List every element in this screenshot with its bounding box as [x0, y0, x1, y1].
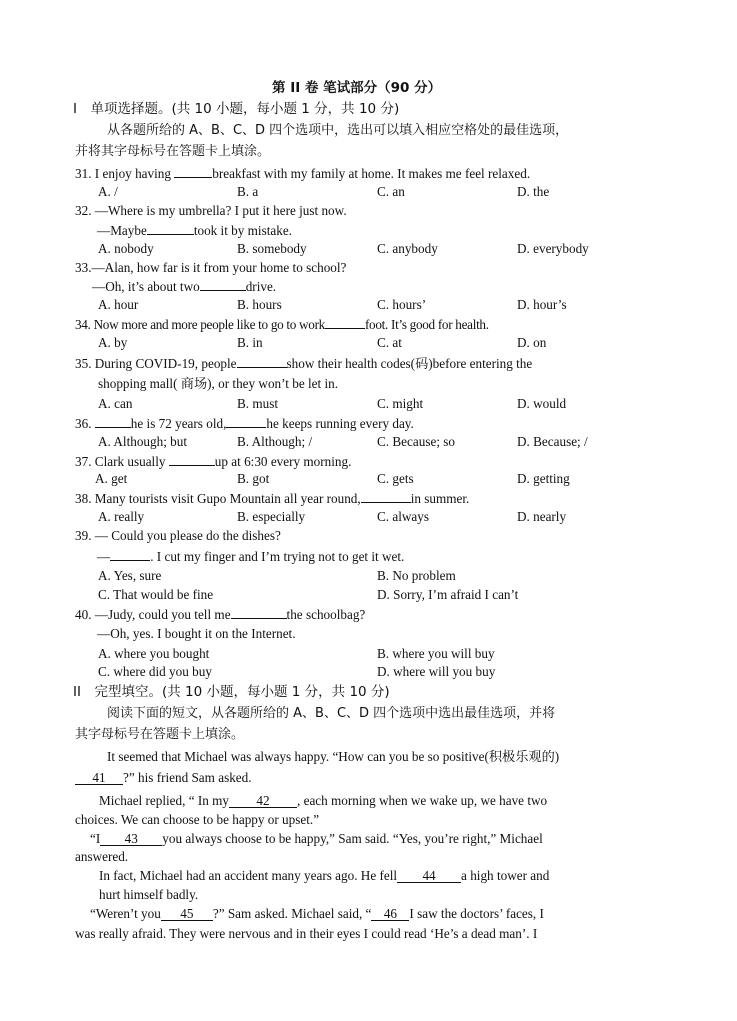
question-32: 32. —Where is my umbrella? I put it here just now. — [75, 203, 347, 218]
option-c: C. an — [377, 184, 405, 199]
passage-line: It seemed that Michael was always happy. “How can you be so positive(积极乐观的) — [107, 749, 560, 764]
blank-42: 42 — [229, 795, 297, 808]
option-b: B. in — [237, 335, 263, 350]
option-a: A. nobody — [98, 241, 154, 256]
blank-44: 44 — [397, 870, 461, 883]
blank-43: 43 — [100, 833, 162, 846]
question-39-reply: — . I cut my finger and I’m trying not to get it wet. — [97, 549, 405, 564]
option-c: C. where did you buy — [98, 664, 212, 679]
option-d: D. the — [517, 184, 550, 199]
part2-instruction: 阅读下面的短文，从各题所给的 A、B、C、D 四个选项中选出最佳选项，并将 — [107, 706, 556, 721]
option-b: B. must — [237, 396, 279, 411]
answer-blank — [95, 415, 131, 428]
question-40-reply: —Oh, yes. I bought it on the Internet. — [97, 626, 296, 641]
option-a: A. can — [98, 396, 133, 411]
question-36: 36. he is 72 years old, he keeps running every day. — [75, 416, 414, 431]
option-d: D. Because; / — [517, 434, 588, 449]
blank-45: 45 — [161, 908, 213, 921]
passage-line: 41 ?” his friend Sam asked. — [75, 770, 252, 786]
question-37: 37. Clark usually up at 6:30 every morning. — [75, 454, 352, 469]
option-b: B. somebody — [237, 241, 307, 256]
answer-blank — [237, 355, 287, 368]
question-38: 38. Many tourists visit Gupo Mountain all year round, in summer. — [75, 491, 470, 506]
option-c: C. anybody — [377, 241, 438, 256]
option-b: B. No problem — [377, 568, 456, 583]
question-33: 33.—Alan, how far is it from your home to school? — [75, 260, 347, 275]
option-a: A. / — [98, 184, 118, 199]
answer-blank — [231, 606, 287, 619]
passage-line: answered. — [75, 849, 129, 864]
question-34: 34. Now more and more people like to go to work foot. It’s good for health. — [75, 317, 489, 332]
option-b: B. especially — [237, 509, 306, 524]
section-title: 第 II 卷 笔试部分（90 分） — [272, 80, 442, 96]
answer-blank — [226, 415, 266, 428]
option-d: D. on — [517, 335, 547, 350]
part1-heading: I 单项选择题。(共 10 小题，每小题 1 分，共 10 分) — [73, 101, 400, 117]
option-d: D. everybody — [517, 241, 589, 256]
option-b: B. hours — [237, 297, 282, 312]
question-31: 31. I enjoy having breakfast with my family at home. It makes me feel relaxed. — [75, 166, 531, 181]
question-35: 35. During COVID-19, people show their health codes(码)before entering the — [75, 356, 533, 371]
option-a: A. hour — [98, 297, 139, 312]
passage-line: “Weren’t you 45 ?” Sam asked. Michael said, “ 46 I saw the doctors’ faces, I — [90, 906, 544, 921]
option-c: C. might — [377, 396, 424, 411]
question-39: 39. — Could you please do the dishes? — [75, 528, 281, 543]
question-40: 40. —Judy, could you tell me the schoolbag? — [75, 607, 366, 622]
option-a: A. by — [98, 335, 128, 350]
answer-blank — [361, 490, 411, 503]
option-b: B. a — [237, 184, 259, 199]
part2-heading: II 完型填空。(共 10 小题，每小题 1 分，共 10 分) — [73, 684, 390, 700]
option-d: D. getting — [517, 471, 570, 486]
blank-46: 46 — [371, 908, 409, 921]
answer-blank — [169, 453, 215, 466]
option-a: A. where you bought — [98, 646, 210, 661]
blank-41: 41 — [75, 772, 123, 785]
option-a: A. Although; but — [98, 434, 188, 449]
answer-blank — [110, 548, 150, 561]
option-c: C. hours’ — [377, 297, 427, 312]
option-a: A. get — [95, 471, 128, 486]
option-d: D. would — [517, 396, 567, 411]
passage-line: choices. We can choose to be happy or upset.” — [75, 812, 320, 827]
passage-line: hurt himself badly. — [99, 887, 199, 902]
question-35-cont: shopping mall( 商场), or they won’t be let in. — [98, 376, 339, 391]
question-32-reply: —Maybe took it by mistake. — [97, 223, 292, 238]
option-c: C. at — [377, 335, 402, 350]
passage-line: “I 43 you always choose to be happy,” Sam said. “Yes, you’re right,” Michael — [90, 831, 543, 846]
question-33-reply: —Oh, it’s about two drive. — [92, 279, 277, 294]
option-d: D. where will you buy — [377, 664, 496, 679]
option-b: B. Although; / — [237, 434, 313, 449]
option-a: A. Yes, sure — [98, 568, 162, 583]
part2-instruction-cont: 其字母标号在答题卡上填涂。 — [75, 727, 245, 742]
answer-blank — [147, 222, 194, 235]
answer-blank — [200, 278, 246, 291]
option-b: B. where you will buy — [377, 646, 495, 661]
passage-line: In fact, Michael had an accident many years ago. He fell 44 a high tower and — [99, 868, 550, 883]
part1-instruction: 从各题所给的 A、B、C、D 四个选项中，选出可以填入相应空格处的最佳选项， — [107, 123, 569, 138]
option-c: C. That would be fine — [98, 587, 214, 602]
option-c: C. Because; so — [377, 434, 456, 449]
passage-line: was really afraid. They were nervous and in their eyes I could read ‘He’s a dead man’. I — [75, 926, 538, 941]
option-c: C. always — [377, 509, 430, 524]
part1-instruction-cont: 并将其字母标号在答题卡上填涂。 — [75, 144, 271, 159]
answer-blank — [325, 316, 365, 329]
answer-blank — [174, 165, 212, 178]
option-d: D. nearly — [517, 509, 567, 524]
option-d: D. hour’s — [517, 297, 567, 312]
option-c: C. gets — [377, 471, 414, 486]
option-a: A. really — [98, 509, 145, 524]
option-b: B. got — [237, 471, 270, 486]
option-d: D. Sorry, I’m afraid I can’t — [377, 587, 519, 602]
passage-line: Michael replied, “ In my 42 , each morning when we wake up, we have two — [99, 793, 548, 808]
